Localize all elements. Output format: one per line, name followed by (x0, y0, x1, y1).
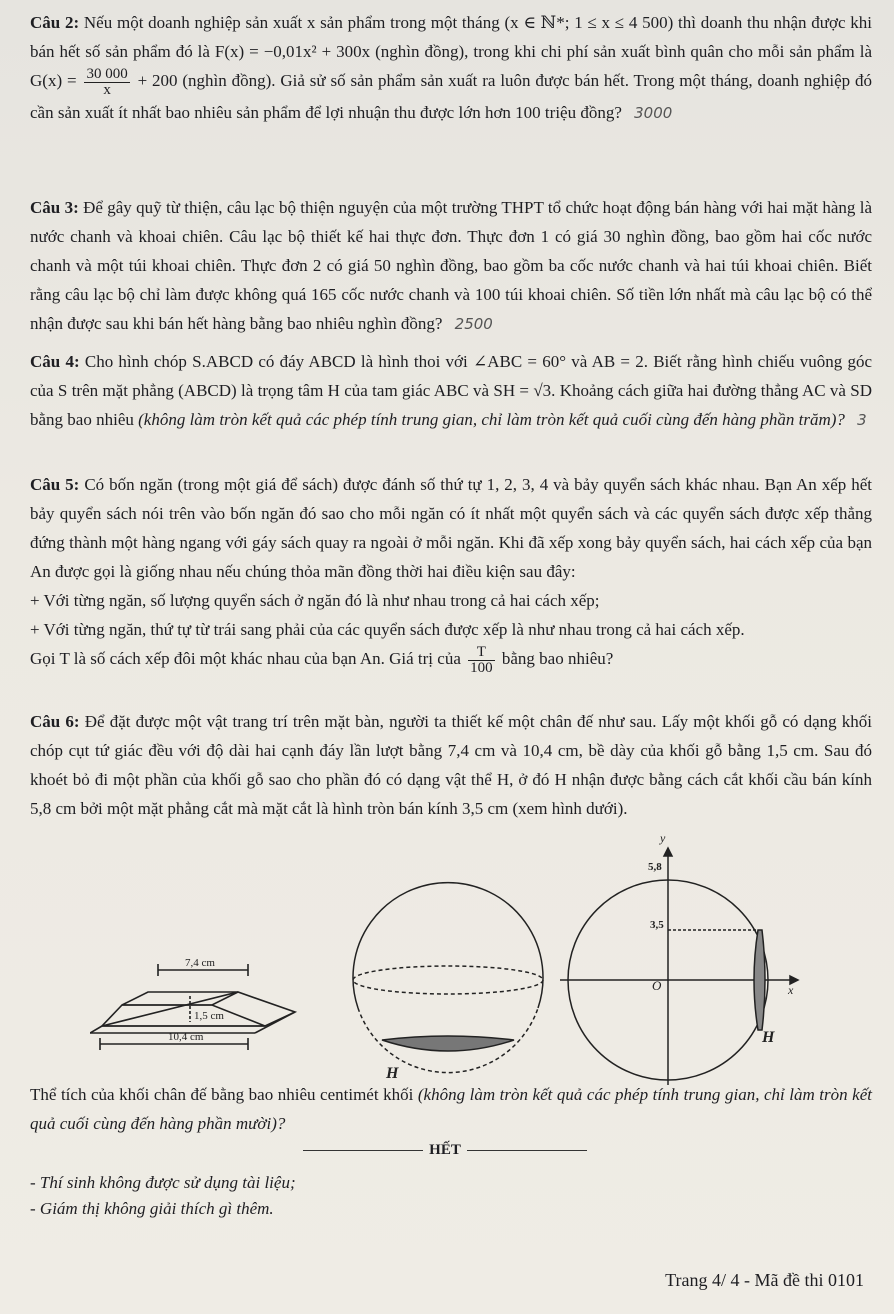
question-2-part1: Nếu một doanh nghiệp sản xuất x sản phẩm trong một tháng (x ∈ ℕ*; 1 ≤ x ≤ 4 500) thì doanh thu nhận được khi bán hết số sản phẩm đó là F(x) = −0,01x² + 300x (nghìn đồng), trong khi chi phí sản xuất bình quân cho mỗi sản phẩm là G(x) = (30, 13, 872, 90)
question-5-last (30, 644, 872, 676)
question-6-after-italic: (không làm tròn kết quả các phép tính trung gian, chỉ làm tròn kết quả cuối cùng đến hàng phần mười)? (30, 1085, 872, 1133)
question-3-label: Câu 3: (30, 198, 79, 217)
q4-handwritten-answer: 3 (857, 411, 867, 429)
end-text: HẾT (429, 1142, 461, 1158)
note-1: - Thí sinh không được sử dụng tài liệu; (30, 1173, 296, 1192)
question-5-text (30, 470, 872, 586)
end-marker (280, 1142, 610, 1159)
q2-fraction (84, 67, 129, 98)
frustum-edge (90, 1026, 102, 1033)
question-3-body: Để gây quỹ từ thiện, câu lạc bộ thiện nguyện của một trường THPT tổ chức hoạt động bán hàng với hai mặt hàng là nước chanh và khoai chiên. Câu lạc bộ thiết kế hai thực đơn. Thực đơn 1 có giá 30 nghìn đồng, bao gồm hai cốc nước chanh và một túi khoai chiên. Thực đơn 2 có giá 50 nghìn đồng, bao gồm ba cốc nước chanh và hai túi khoai chiên. Biết rằng câu lạc bộ chỉ làm được không quá 165 cốc nước chanh và 100 túi khoai chiên. Số tiền lớn nhất mà câu lạc bộ có thể nhận được sau khi bán hết hàng bằng bao nhiêu nghìn đồng? (30, 198, 872, 333)
frustum-figure (90, 957, 295, 1050)
cap-section (754, 930, 765, 1030)
question-2 (30, 8, 872, 128)
q5-frac-den: 100 (470, 659, 493, 676)
sphere-figure (353, 883, 543, 1082)
q5-fraction (468, 645, 495, 676)
label-58: 5,8 (648, 861, 662, 873)
label-35: 3,5 (650, 919, 664, 931)
question-3 (30, 193, 872, 339)
question-6 (30, 707, 872, 823)
question-4-body: Cho hình chóp S.ABCD có đáy ABCD là hình thoi với ∠ABC = 60° và AB = 2. Biết rằng hình chiếu vuông góc của S trên mặt phẳng (ABCD) là trọng tâm H của tam giác ABC và SH = √3. Khoảng cách giữa hai đường thẳng AC và SD bằng bao nhiêu (30, 352, 872, 429)
question-6-label: Câu 6: (30, 712, 80, 731)
q2-frac-den: x (103, 81, 111, 98)
question-6-followup (30, 1080, 872, 1138)
question-5-label: Câu 5: (30, 475, 80, 494)
note-2: - Giám thị không giải thích gì thêm. (30, 1199, 274, 1218)
question-3-text (30, 193, 872, 339)
label-axis-x: x (788, 983, 794, 997)
cross-section-figure (560, 831, 798, 1085)
q2-handwritten-answer: 3000 (634, 103, 673, 122)
question-6-text (30, 707, 872, 823)
question-5-condition-2: + Với từng ngăn, thứ tự từ trái sang phải của các quyển sách được xếp là như nhau trong cả hai cách xếp. (30, 620, 745, 639)
frustum-mid-face (102, 1005, 265, 1026)
question-4-italic: (không làm tròn kết quả các phép tính trung gian, chỉ làm tròn kết quả cuối cùng đến hàng phần trăm)? (138, 410, 845, 429)
figures (90, 830, 890, 1090)
question-4 (30, 347, 872, 435)
label-H-section: H (762, 1029, 775, 1046)
sphere-equator (353, 966, 543, 994)
question-5-last-a: Gọi T là số cách xếp đôi một khác nhau của bạn An. Giá trị của (30, 649, 461, 668)
q2-frac-num: 30 000 (86, 65, 128, 82)
frustum-top-face (122, 992, 238, 1005)
page-footer: Trang 4/ 4 - Mã đề thi 0101 (665, 1270, 864, 1290)
question-6-after: Thể tích của khối chân đế bằng bao nhiêu centimét khối (30, 1085, 414, 1104)
q5-frac-num: T (468, 645, 495, 661)
question-5-body: Có bốn ngăn (trong một giá để sách) được đánh số thứ tự 1, 2, 3, 4 và bảy quyển sách khác nhau. Bạn An xếp hết bảy quyển sách nói trên vào bốn ngăn đó sao cho mỗi ngăn có ít nhất một quyển sách và các quyển sách được xếp thẳng đứng thành một hàng ngang với gáy sách quay ra ngoài ở mỗi ngăn. Khi đã xếp xong bảy quyển sách, hai cách xếp của bạn An được gọi là giống nhau nếu chúng thỏa mãn đồng thời hai điều kiện sau đây: (30, 475, 873, 581)
question-2-label: Câu 2: (30, 13, 80, 32)
label-H-sphere: H (386, 1065, 399, 1082)
sphere-cap (382, 1036, 514, 1051)
question-5 (30, 470, 872, 676)
question-4-text (30, 347, 872, 435)
question-6-followup-text (30, 1080, 872, 1138)
frustum-bottom-right (255, 1012, 295, 1033)
label-bottom-edge: 10,4 cm (168, 1031, 204, 1043)
notes (30, 1170, 296, 1222)
sphere-outline (353, 883, 543, 1008)
question-5-last-b: bằng bao nhiêu? (501, 649, 614, 668)
question-6-body: Để đặt được một vật trang trí trên mặt bàn, người ta thiết kế một chân đế như sau. Lấy một khối gỗ có dạng khối chóp cụt tứ giác đều với độ dài hai cạnh đáy lần lượt bằng 7,4 cm và 10,4 cm, bề dày của khối gỗ bằng 1,5 cm. Sau đó khoét bỏ đi một phần của khối gỗ sao cho phần đó có dạng vật thể H, ở đó H nhận được bằng cách cắt khối cầu bán kính 5,8 cm bởi một mặt phẳng cắt mà mặt cắt là hình tròn bán kính 3,5 cm (xem hình dưới). (30, 712, 872, 818)
y-arrow (664, 848, 672, 856)
question-2-part2: + 200 (nghìn đồng). Giả sử số sản phẩm sản xuất ra luôn được bán hết. Trong một tháng, doanh nghiệp đó cần sản xuất ít nhất bao nhiêu sản phẩm để lợi nhuận thu được lớn hơn 100 triệu đồng? (30, 71, 873, 122)
question-2-text (30, 8, 872, 128)
label-origin: O (652, 978, 662, 993)
question-5-condition-1: + Với từng ngăn, số lượng quyển sách ở ngăn đó là như nhau trong cả hai cách xếp; (30, 591, 600, 610)
question-4-label: Câu 4: (30, 352, 80, 371)
label-top-edge: 7,4 cm (185, 957, 215, 969)
label-axis-y: y (660, 831, 666, 845)
label-height: 1,5 cm (194, 1010, 224, 1022)
q3-handwritten-answer: 2500 (454, 315, 493, 333)
